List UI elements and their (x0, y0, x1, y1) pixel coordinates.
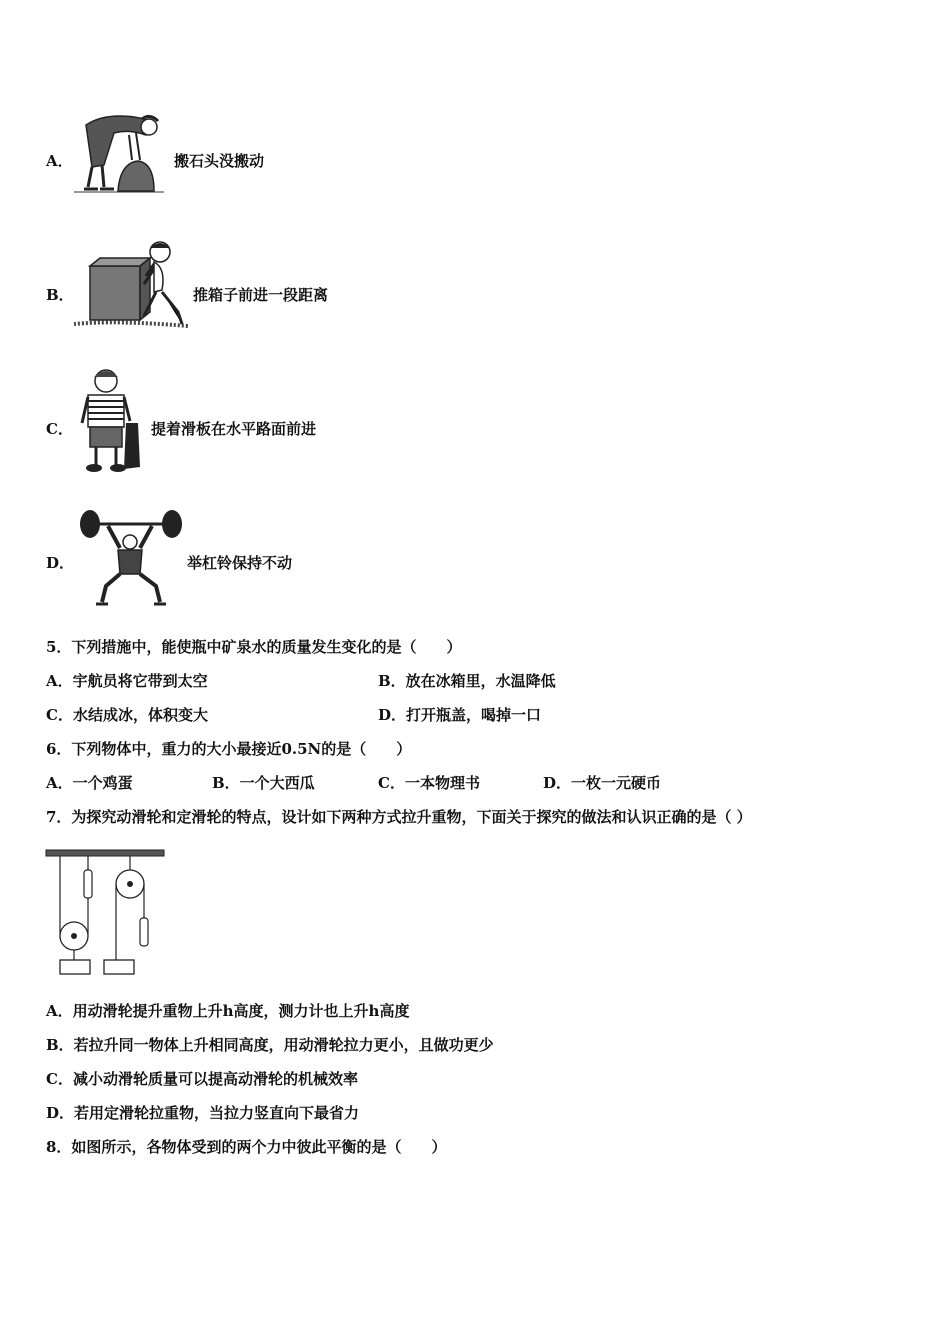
q5-option-d: D．打开瓶盖，喝掉一口 (378, 706, 542, 724)
option-label: D． (46, 554, 75, 572)
q5-option-a: A．宇航员将它带到太空 (46, 672, 208, 690)
q5-option-c: C．水结成冰，体积变大 (46, 706, 208, 724)
q6-option-a: A．一个鸡蛋 (46, 774, 133, 792)
q7-option-c: C．减小动滑轮质量可以提高动滑轮的机械效率 (46, 1070, 358, 1088)
q7-option-b: B．若拉升同一物体上升相同高度，用动滑轮拉力更小，且做功更少 (46, 1036, 494, 1054)
q7-option-d: D．若用定滑轮拉重物，当拉力竖直向下最省力 (46, 1104, 360, 1122)
person-carrying-board-icon (74, 365, 144, 477)
option-label: B． (46, 286, 74, 304)
q7-stem: 7．为探究动滑轮和定滑轮的特点，设计如下两种方式拉升重物，下面关于探究的做法和认识正确的是（ ） (46, 808, 752, 826)
person-lifting-stone-icon (74, 105, 164, 195)
weightlifter-icon (76, 508, 184, 608)
q6-option-c: C．一本物理书 (378, 774, 480, 792)
q6-option-d: D．一枚一元硬币 (543, 774, 662, 792)
q7-option-a: A．用动滑轮提升重物上升h高度，测力计也上升h高度 (46, 1002, 410, 1020)
q5-stem: 5．下列措施中，能使瓶中矿泉水的质量发生变化的是（ ） (46, 638, 462, 656)
q8-stem: 8．如图所示，各物体受到的两个力中彼此平衡的是（ ） (46, 1138, 447, 1156)
q6-stem: 6．下列物体中，重力的大小最接近0.5N的是（ ） (46, 740, 412, 758)
q5-option-b: B．放在冰箱里，水温降低 (378, 672, 556, 690)
person-pushing-box-icon (74, 236, 188, 332)
q6-option-b: B．一个大西瓜 (212, 774, 315, 792)
option-caption: 推箱子前进一段距离 (193, 286, 329, 304)
option-label: C． (46, 420, 73, 438)
option-label: A． (46, 152, 73, 170)
option-caption: 搬石头没搬动 (174, 152, 265, 170)
option-caption: 举杠铃保持不动 (187, 554, 293, 572)
pulley-diagram (44, 848, 168, 978)
option-caption: 提着滑板在水平路面前进 (151, 420, 317, 438)
